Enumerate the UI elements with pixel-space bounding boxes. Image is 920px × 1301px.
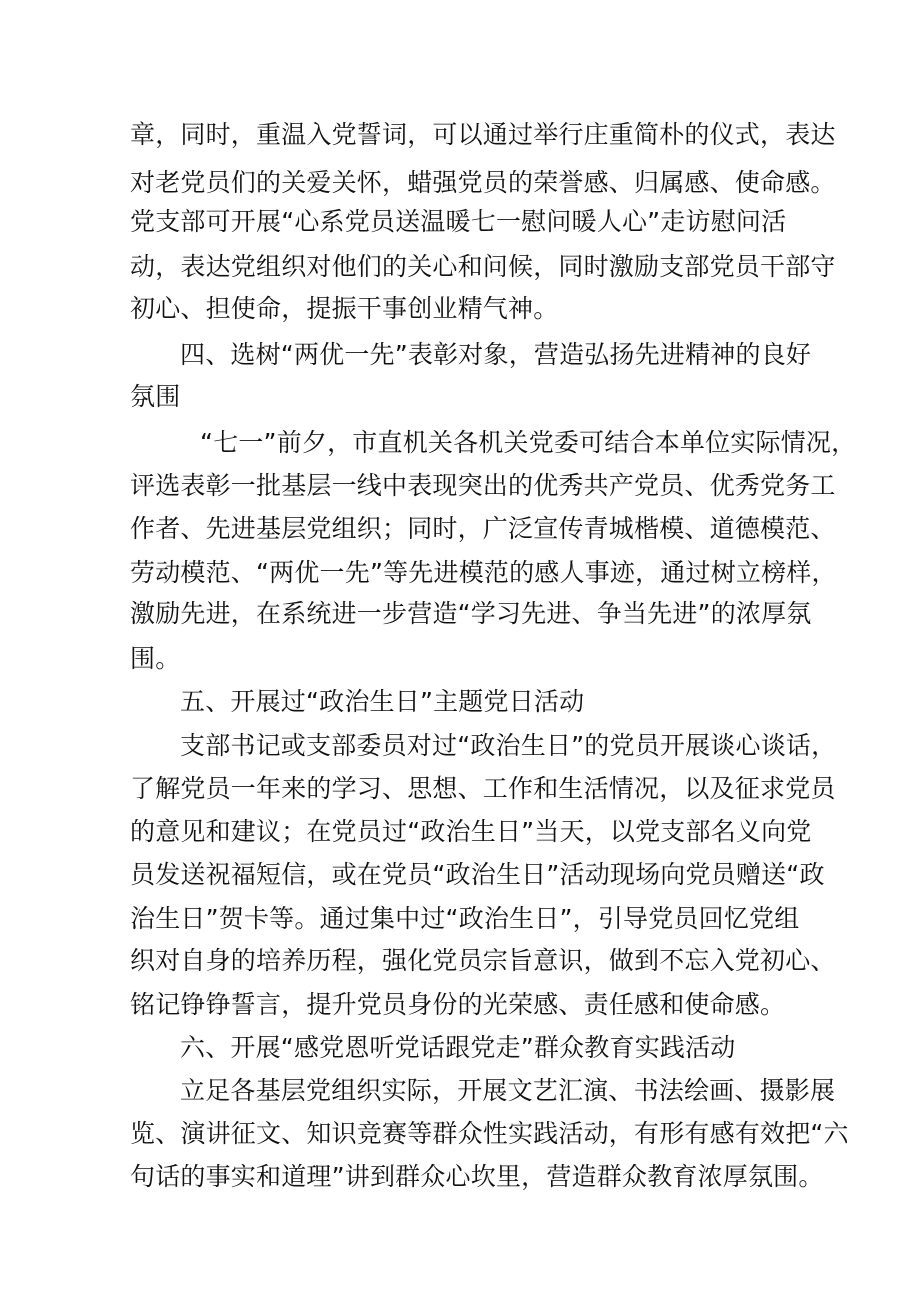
- text-line: 了解党员一年来的学习、思想、工作和生活情况，以及征求党员: [130, 774, 836, 803]
- section-heading: 五、开展过“政治生日”主题党日活动: [180, 687, 585, 716]
- text-line: 劳动模范、“两优一先”等先进模范的感人事迹，通过树立榜样，: [130, 558, 837, 587]
- section-heading: 氛围: [130, 382, 181, 411]
- text-line: 支部书记或支部委员对过“政治生日”的党员开展谈心谈话，: [180, 731, 837, 760]
- section-heading: 六、开展“感党恩听党话跟党走”群众教育实践活动: [180, 1033, 736, 1062]
- text-line: 评选表彰一批基层一线中表现突出的优秀共产党员、优秀党务工: [130, 471, 836, 500]
- section-heading: 四、选树“两优一先”表彰对象，营造弘扬先进精神的良好: [180, 340, 812, 369]
- text-line: 员发送祝福短信，或在党员“政治生日”活动现场向党员赠送“政: [130, 860, 825, 889]
- text-line: 章，同时，重温入党誓词，可以通过举行庄重简朴的仪式，表达: [130, 120, 836, 149]
- text-line: 句话的事实和道理”讲到群众心坎里，营造群众教育浓厚氛围。: [130, 1162, 824, 1191]
- text-line: 初心、担使命，提振干事创业精气神。: [130, 294, 559, 323]
- text-line: 织对自身的培养历程，强化党员宗旨意识，做到不忘入党初心、: [130, 946, 836, 975]
- text-line: 立足各基层党组织实际，开展文艺汇演、书法绘画、摄影展: [180, 1076, 836, 1105]
- text-line: 览、演讲征文、知识竞赛等群众性实践活动，有形有感有效把“六: [130, 1119, 849, 1148]
- text-line: 激励先进，在系统进一步营造“学习先进、争当先进”的浓厚氛: [130, 599, 812, 628]
- text-line: 动，表达党组织对他们的关心和问候，同时激励支部党员干部守: [130, 252, 836, 281]
- text-line: 铭记铮铮誓言，提升党员身份的光荣感、责任感和使命感。: [130, 990, 786, 1019]
- text-line: 作者、先进基层党组织；同时，广泛宣传青城楷模、道德模范、: [130, 514, 836, 543]
- text-line: 对老党员们的关爱关怀，蜡强党员的荣誉感、归属感、使命感。: [130, 168, 836, 197]
- text-line: 党支部可开展“心系党员送温暖七一慰问暖人心”走访慰问活: [130, 207, 787, 236]
- text-line: 的意见和建议；在党员过“政治生日”当天，以党支部名义向党: [130, 817, 812, 846]
- text-line: 治生日”贺卡等。通过集中过“政治生日”，引导党员回忆党组: [130, 904, 800, 933]
- text-line: 围。: [130, 644, 181, 673]
- text-line: “七一”前夕，市直机关各机关党委可结合本单位实际情况，: [200, 428, 857, 457]
